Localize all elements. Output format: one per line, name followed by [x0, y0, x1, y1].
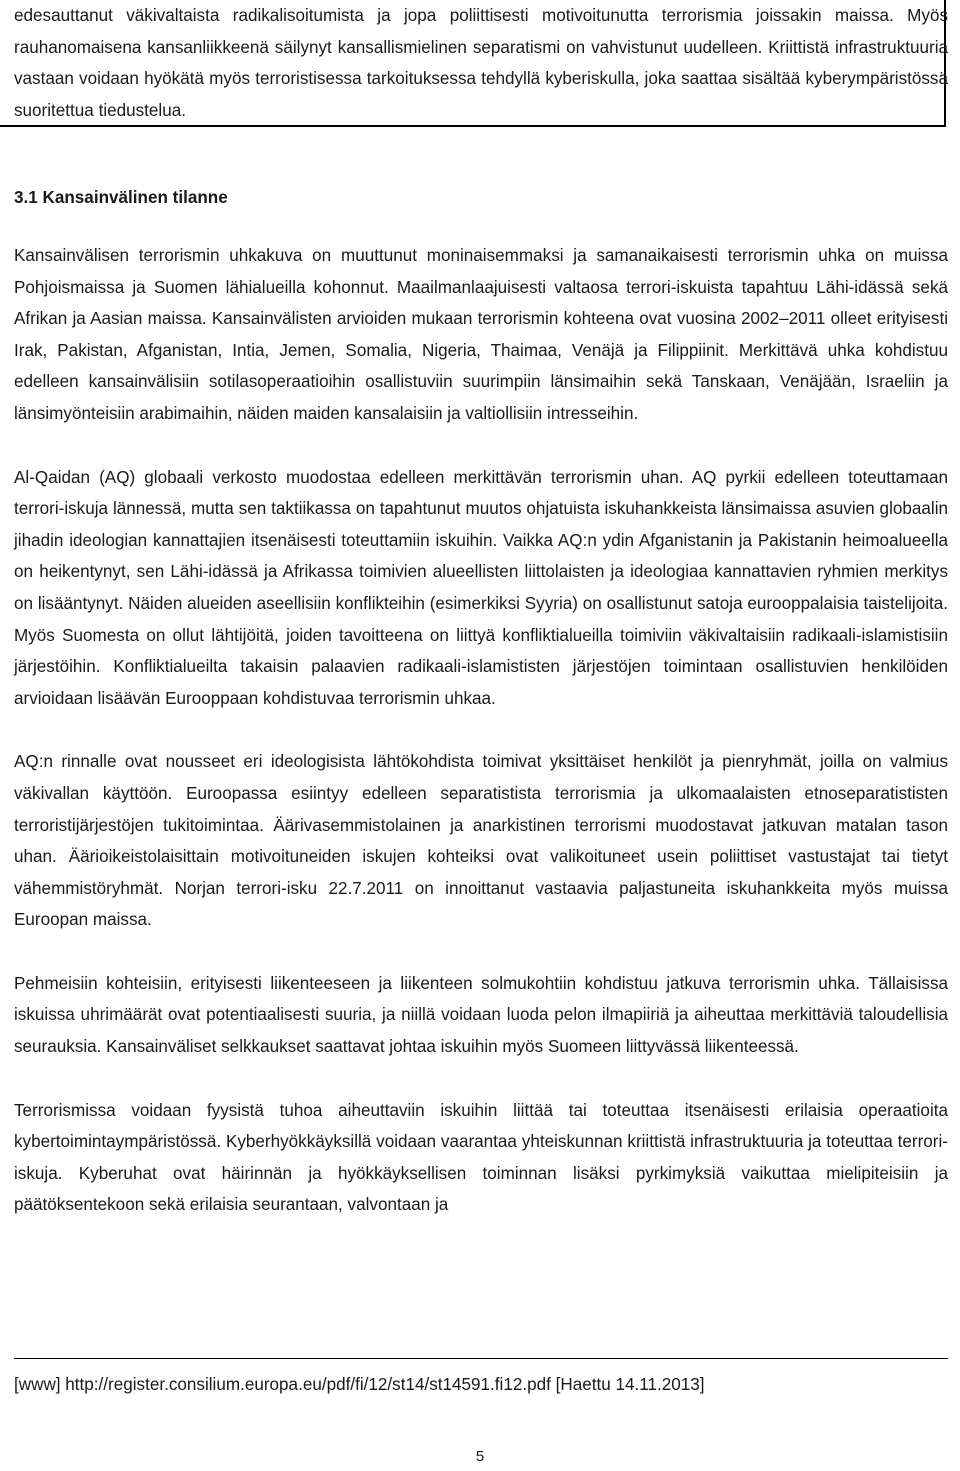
footnote: [www] http://register.consilium.europa.eu/pdf/fi/12/st14/st14591.fi12.pdf [Haettu 14.11.2013] — [14, 1375, 705, 1394]
footnote-divider — [14, 1358, 948, 1359]
paragraph-ideologies: AQ:n rinnalle ovat nousseet eri ideologisista lähtökohdista toimivat yksittäiset henkilöt ja pienryhmät, joilla on valmius väkivallan käyttöön. Euroopassa esiintyy edelleen separatistista terrorismia ja ulkomaalaisten etnoseparatististen terroristijärjestöjen tukitoimintaa. Äärivasemmistolainen ja anarkistinen terrorismi muodostavat jatkuvan matalan tason uhan. Äärioikeistolaisittain motivoituneiden iskujen kohteiksi ovat valikoituneet usein poliittiset vastustajat tai tietyt vähemmistöryhmät. Norjan terrori-isku 22.7.2011 on innoittanut vastaavia paljastuneita iskuhankkeita myös muissa Euroopan maissa. — [14, 752, 948, 930]
top-paragraph: edesauttanut väkivaltaista radikalisoitumista ja jopa poliittisesti motivoitunutta terrorismia joissakin maissa. Myös rauhanomaisena kansanliikkeenä säilynyt kansallismielinen separatismi on vahvistunut uudelleen. Kriittistä infrastruktuuria vastaan voidaan hyökätä myös terroristisessa tarkoituksessa tehdyllä kyberiskulla, joka saattaa sisältää kyberympäristössä suoritettua tiedustelua. — [14, 6, 948, 120]
paragraph-international-threat: Kansainvälisen terrorismin uhkakuva on muuttunut moninaisemmaksi ja samanaikaisesti terrorismin uhka on muissa Pohjoismaissa ja Suomen lähialueilla kohonnut. Maailmanlaajuisesti valtaosa terrori-iskuista tapahtuu Lähi-idässä sekä Afrikan ja Aasian maissa. Kansainvälisten arvioiden mukaan terrorismin kohteena ovat vuosina 2002–2011 olleet erityisesti Irak, Pakistan, Afganistan, Intia, Jemen, Somalia, Nigeria, Thaimaa, Venäjä ja Filippiinit. Merkittävä uhka kohdistuu edelleen kansainvälisiin sotilasoperaatioihin osallistuviin suurimpiin länsimaihin sekä Tanskaan, Venäjään, Israeliin ja länsimyönteisiin arabimaihin, näiden maiden kansalaisiin ja valtiollisiin intresseihin. — [14, 246, 948, 423]
section-body — [14, 240, 948, 1253]
paragraph-cyber: Terrorismissa voidaan fyysistä tuhoa aiheuttaviin iskuihin liittää tai toteuttaa itsenäisesti erilaisia operaatioita kybertoimintaympäristössä. Kyberhyökkäyksillä voidaan vaarantaa yhteiskunnan kriittistä infrastruktuuria ja toteuttaa terrori-iskuja. Kyberuhat ovat häirinnän ja hyökkäyksellisen toiminnan lisäksi pyrkimyksiä vaikuttaa mielipiteisiin ja päätöksentekoon sekä erilaisia seurantaan, valvontaan ja — [14, 1100, 948, 1215]
paragraph-soft-targets: Pehmeisiin kohteisiin, erityisesti liikenteeseen ja liikenteen solmukohtiin kohdistuu jatkuva terrorismin uhka. Tällaisissa iskuissa uhrimäärät ovat potentiaalisesti suuria, ja niillä voidaan luoda pelon ilmapiiriä ja aiheuttaa merkittäviä taloudellisia seurauksia. Kansainväliset selkkaukset saattavat johtaa iskuihin myös Suomeen liittyvässä liikenteessä. — [14, 973, 948, 1057]
page-number: 5 — [475, 1448, 485, 1465]
paragraph-al-qaida: Al-Qaidan (AQ) globaali verkosto muodostaa edelleen merkittävän terrorismin uhan. AQ pyrkii edelleen toteuttamaan terrori-iskuja lännessä, mutta sen taktiikassa on tapahtunut muutos ohjatuista iskuhankkeista länsimaissa asuvien globaalin jihadin ideologian kannattajien itsenäisesti toteuttamiin iskuihin. Vaikka AQ:n ydin Afganistanin ja Pakistanin heimoalueella on heikentynyt, sen Lähi-idässä ja Afrikassa toimivien alueellisten liittolaisten ja ideologiaa kannattavien ryhmien merkitys on lisääntynyt. Näiden alueiden aseellisiin konflikteihin (esimerkiksi Syyria) on osallistunut satoja eurooppalaisia taistelijoita. Myös Suomesta on ollut lähtijöitä, joiden tavoitteena on liittyä konfliktialueilla toimiviin väkivaltaisiin radikaali-islamistisiin järjestöihin. Konfliktialueilta takaisin palaavien radikaali-islamististen järjestöjen toimintaan osallistuvien henkilöiden arvioidaan lisäävän Eurooppaan kohdistuvaa terrorismin uhkaa. — [14, 467, 948, 708]
top-text-block — [14, 0, 948, 126]
section-heading: 3.1 Kansainvälinen tilanne — [14, 188, 228, 207]
